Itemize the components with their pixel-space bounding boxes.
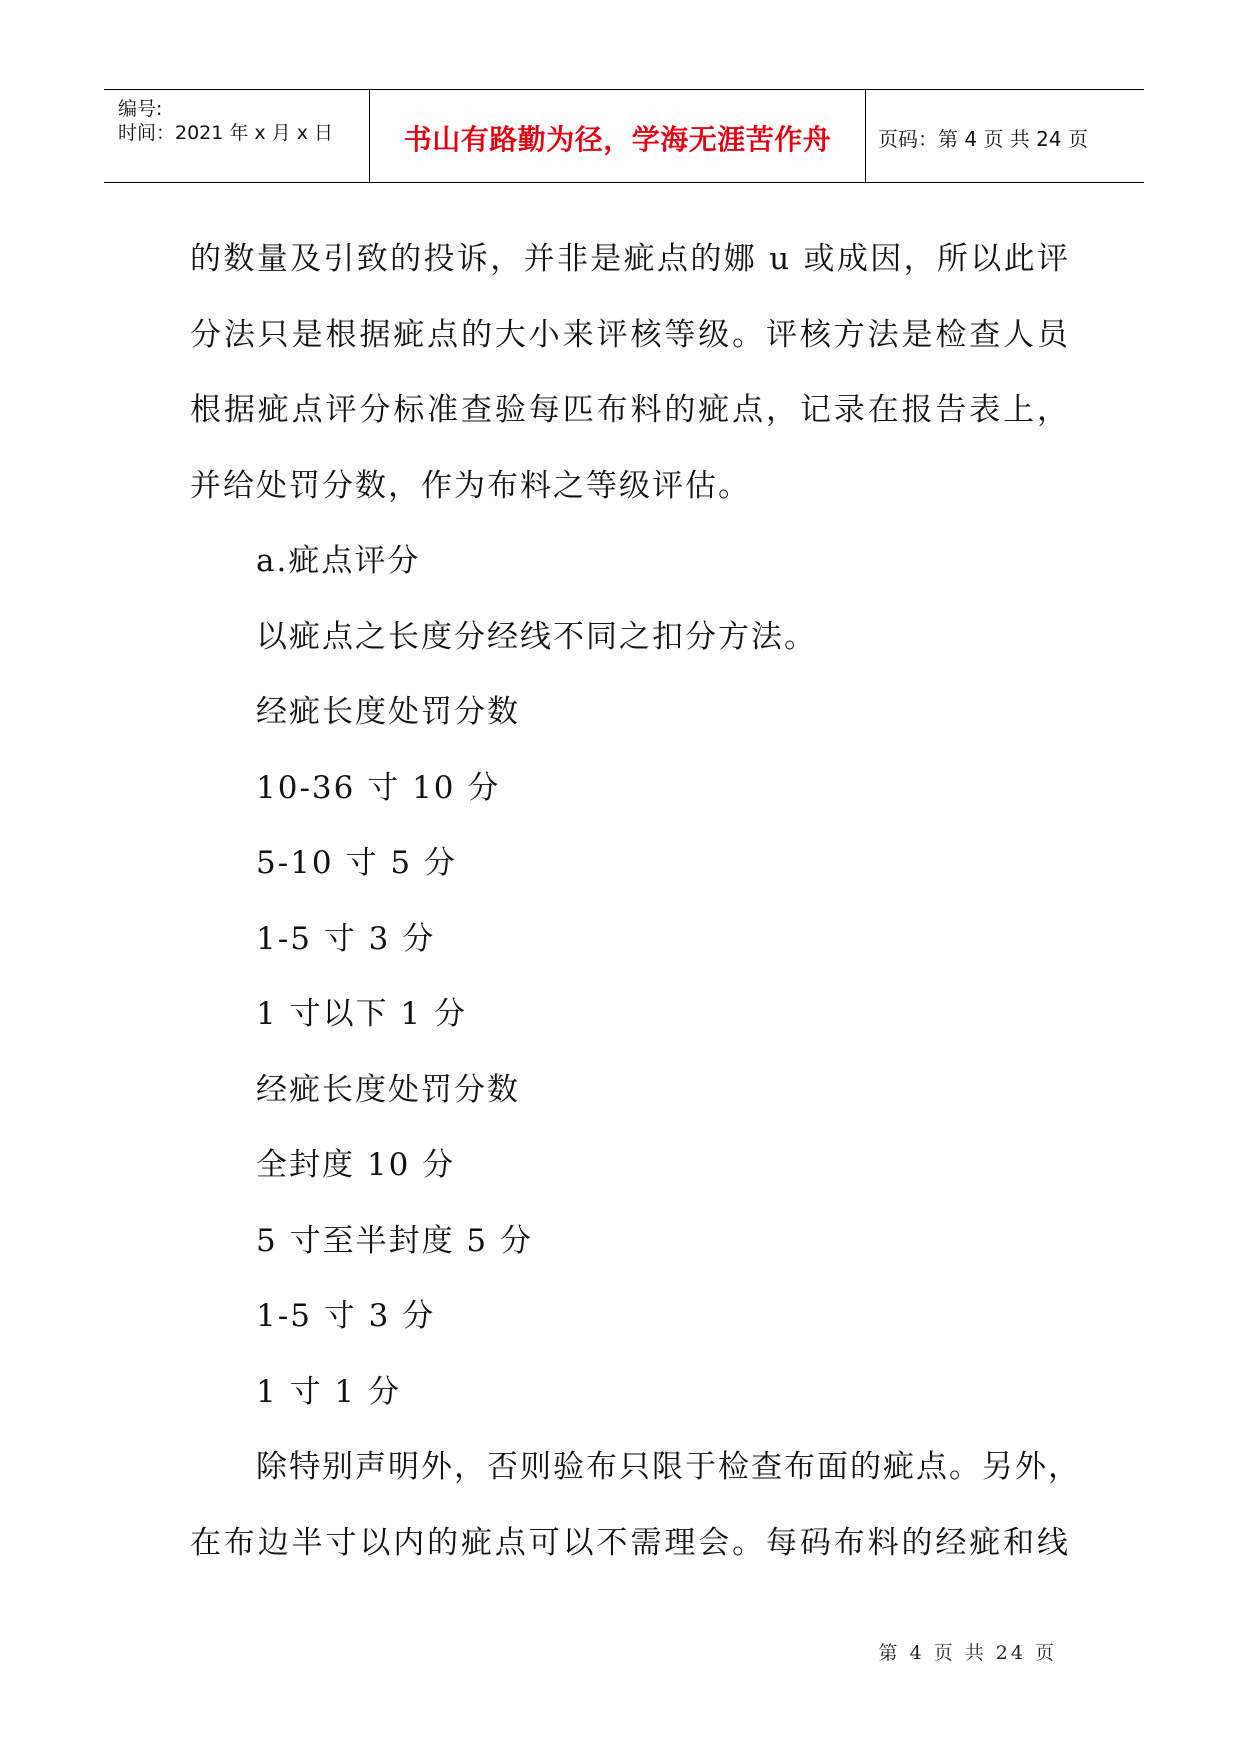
header-page-cell: [866, 90, 1144, 182]
score-row: 1 寸 1 分: [256, 1373, 402, 1410]
score-row: 10-36 寸 10 分: [256, 769, 501, 806]
paragraph-line: 在布边半寸以内的疵点可以不需理会。每码布料的经疵和线: [190, 1524, 1070, 1561]
header-motto-cell: [370, 90, 866, 182]
paragraph-line: 的数量及引致的投诉，并非是疵点的娜 u 或成因，所以此评: [190, 241, 1070, 277]
paragraph-line: 除特别声明外，否则验布只限于检查布面的疵点。另外，: [256, 1449, 1081, 1485]
score-row: 1-5 寸 3 分: [256, 1298, 436, 1334]
score-row: 1-5 寸 3 分: [256, 920, 436, 957]
section-heading: a.疵点评分: [256, 543, 421, 579]
table-header-line: 经疵长度处罚分数: [256, 694, 520, 730]
serial-number-label: 编号:: [118, 98, 163, 120]
header-meta-cell: [104, 90, 370, 182]
score-row: 5-10 寸 5 分: [256, 845, 457, 881]
time-label: 时间：2021 年 x 月 x 日: [118, 122, 334, 144]
table-header-line: 经疵长度处罚分数: [256, 1071, 520, 1108]
header-page-info: 页码：第 4 页 共 24 页: [878, 127, 1088, 151]
score-row: 5 寸至半封度 5 分: [256, 1222, 534, 1259]
page-footer: 第 4 页 共 24 页: [878, 1642, 1057, 1664]
paragraph-line: 根据疵点评分标准查验每匹布料的疵点，记录在报告表上，: [190, 392, 1070, 428]
paragraph-line: 以疵点之长度分经线不同之扣分方法。: [256, 618, 817, 655]
header-table: [104, 89, 1144, 183]
paragraph-line: 并给处罚分数，作为布料之等级评估。: [190, 467, 751, 504]
score-row: 全封度 10 分: [256, 1147, 456, 1183]
paragraph-line: 分法只是根据疵点的大小来评核等级。评核方法是检查人员: [190, 316, 1070, 353]
header-motto: 书山有路勤为径，学海无涯苦作舟: [403, 123, 832, 156]
document-body: [190, 222, 1081, 1581]
score-row: 1 寸以下 1 分: [256, 996, 468, 1032]
